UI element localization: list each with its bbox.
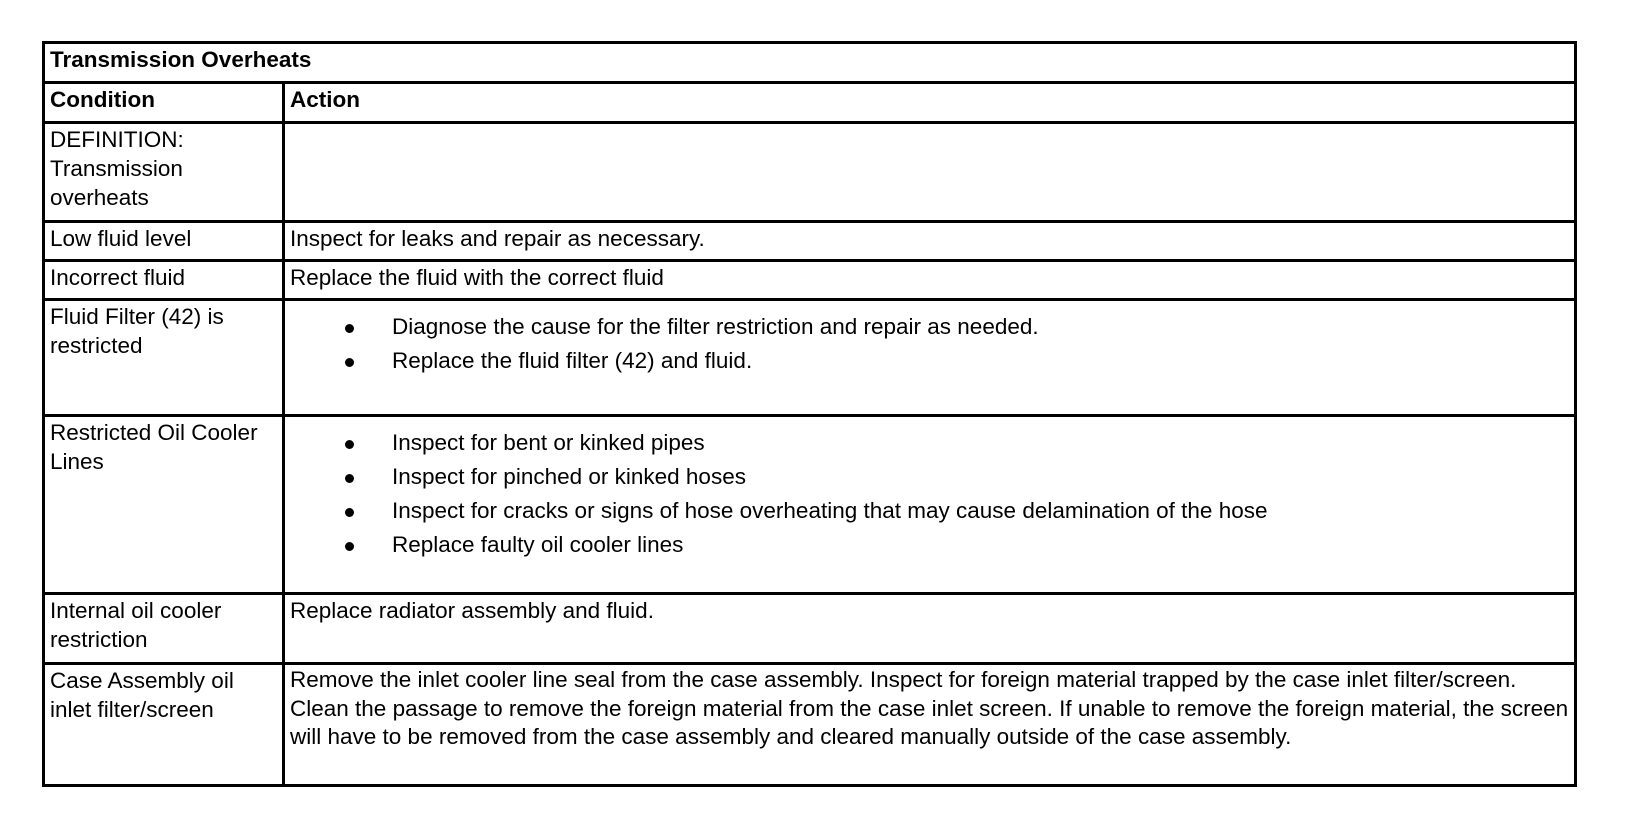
bullet-icon (345, 474, 354, 483)
condition-cell: Case Assembly oil inlet filter/screen (44, 664, 284, 786)
condition-cell: Internal oil cooler restriction (44, 594, 284, 664)
bullet-icon (345, 324, 354, 333)
action-cell (284, 123, 1576, 222)
table-row (44, 594, 1576, 664)
bullet-icon (345, 508, 354, 517)
table-row (44, 416, 1576, 594)
list-item (290, 460, 1569, 494)
list-item-text: Diagnose the cause for the filter restriction and repair as needed. (392, 314, 1039, 339)
bullet-icon (345, 542, 354, 551)
list-item (290, 494, 1569, 528)
condition-cell: Restricted Oil Cooler Lines (44, 416, 284, 594)
bullet-icon (345, 358, 354, 367)
action-cell (284, 300, 1576, 416)
action-cell (284, 416, 1576, 594)
condition-cell: Low fluid level (44, 222, 284, 261)
list-item-text: Replace faulty oil cooler lines (392, 532, 684, 557)
action-header: Action (284, 83, 1576, 123)
list-item (290, 344, 1569, 378)
condition-header: Condition (44, 83, 284, 123)
condition-cell: DEFINITION: Transmission overheats (44, 123, 284, 222)
table-row (44, 261, 1576, 300)
action-cell: Replace the fluid with the correct fluid (284, 261, 1576, 300)
table-row (44, 123, 1576, 222)
list-item-text: Replace the fluid filter (42) and fluid. (392, 348, 753, 373)
table-row (44, 300, 1576, 416)
list-item-text: Inspect for bent or kinked pipes (392, 430, 705, 455)
list-item (290, 310, 1569, 344)
diagnostic-table (42, 41, 1577, 787)
table-row (44, 222, 1576, 261)
header-row (44, 83, 1576, 123)
action-bullet-list (290, 426, 1569, 562)
list-item (290, 426, 1569, 460)
list-item (290, 528, 1569, 562)
action-cell: Replace radiator assembly and fluid. (284, 594, 1576, 664)
action-bullet-list (290, 310, 1569, 378)
list-item-text: Inspect for cracks or signs of hose overheating that may cause delamination of the hose (392, 498, 1268, 523)
condition-cell: Fluid Filter (42) is restricted (44, 300, 284, 416)
action-cell: Remove the inlet cooler line seal from the case assembly. Inspect for foreign material trapped by the case inlet filter/screen. Clean the passage to remove the foreign material from the case inlet screen. If unable to remove the foreign material, the screen will have to be removed from the case assembly and cleared manually outside of the case assembly. (284, 664, 1576, 786)
list-item-text: Inspect for pinched or kinked hoses (392, 464, 746, 489)
table-row (44, 664, 1576, 786)
title-row (44, 43, 1576, 83)
bullet-icon (345, 440, 354, 449)
action-cell: Inspect for leaks and repair as necessary. (284, 222, 1576, 261)
table-title: Transmission Overheats (44, 43, 1576, 83)
condition-cell: Incorrect fluid (44, 261, 284, 300)
